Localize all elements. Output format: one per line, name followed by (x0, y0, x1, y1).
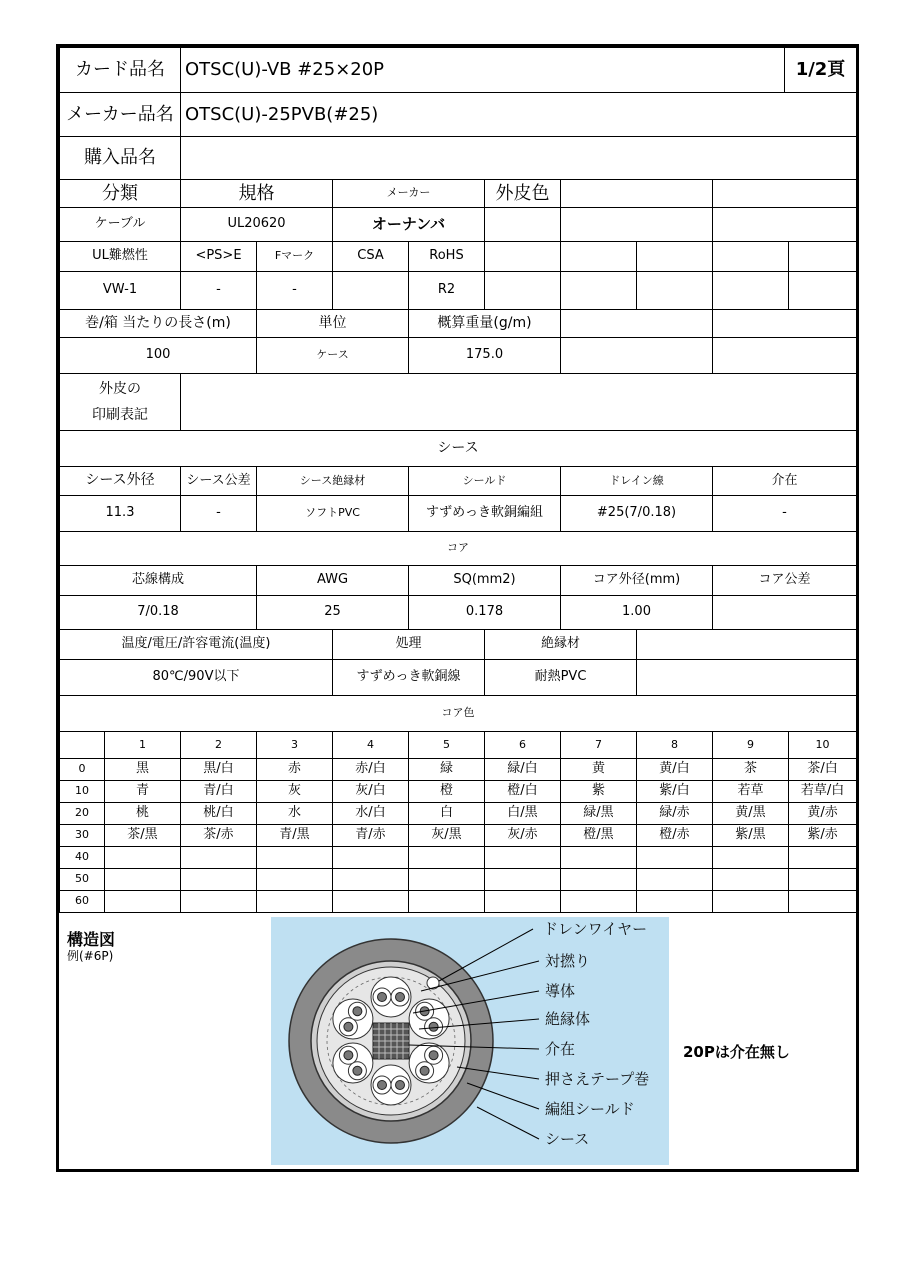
sheath-tolerance-value: - (181, 496, 257, 532)
temp-voltage-value: 80℃/90V以下 (60, 660, 333, 696)
blank-cell (713, 242, 789, 272)
treatment-value: すずめっき軟銅線 (333, 660, 485, 696)
color-column-header: 7 (561, 732, 637, 759)
maker-name-label: メーカー品名 (60, 93, 181, 137)
color-cell: 青 (105, 781, 181, 803)
color-cell: 緑/赤 (637, 803, 713, 825)
blank-cell (713, 180, 857, 208)
color-cell: 黒 (105, 759, 181, 781)
callout-filler: 介在 (545, 1040, 576, 1058)
color-cell: 桃 (105, 803, 181, 825)
temp-voltage-label: 温度/電圧/許容電流(温度) (60, 630, 333, 660)
color-cell (257, 847, 333, 869)
structure-diagram-area (59, 913, 856, 1169)
filler-label: 介在 (713, 467, 857, 496)
wire-conductor (396, 1081, 405, 1090)
weight-value: 175.0 (409, 338, 561, 374)
sheath-section-title: シース (60, 431, 857, 467)
color-cell (181, 891, 257, 913)
wire-conductor (344, 1022, 353, 1031)
insulation-value: 耐熱PVC (485, 660, 637, 696)
awg-label: AWG (257, 566, 409, 596)
length-value: 100 (60, 338, 257, 374)
f-mark-label: Fマーク (257, 242, 333, 272)
standard-label: 規格 (181, 180, 333, 208)
color-cell (637, 891, 713, 913)
structure-title: 構造図 (67, 930, 116, 949)
no-filler-note: 20Pは介在無し (683, 1043, 790, 1061)
color-column-header: 3 (257, 732, 333, 759)
spec-sheet (56, 44, 859, 1172)
csa-label: CSA (333, 242, 409, 272)
print-value (181, 374, 857, 431)
color-cell: 茶 (713, 759, 789, 781)
callout-twisted-pair: 対撚り (545, 952, 591, 970)
wire-conductor (378, 993, 387, 1002)
core-color-section-title: コア色 (60, 696, 857, 732)
classification-table (59, 179, 857, 242)
color-cell: 緑 (409, 759, 485, 781)
color-cell (257, 869, 333, 891)
drain-wire-label: ドレイン線 (561, 467, 713, 496)
color-table-row (60, 825, 857, 847)
color-row-label: 0 (60, 759, 105, 781)
color-cell (485, 891, 561, 913)
rohs-label: RoHS (409, 242, 485, 272)
color-cell: 橙/白 (485, 781, 561, 803)
awg-value: 25 (257, 596, 409, 630)
blank-cell (637, 242, 713, 272)
callout-braid-shield: 編組シールド (545, 1100, 635, 1118)
callout-drain-wire: ドレンワイヤー (543, 920, 648, 938)
color-row-label: 60 (60, 891, 105, 913)
wire-conductor (396, 993, 405, 1002)
unit-label: 単位 (257, 310, 409, 338)
unit-value: ケース (257, 338, 409, 374)
color-column-header: 6 (485, 732, 561, 759)
color-cell (485, 869, 561, 891)
sq-label: SQ(mm2) (409, 566, 561, 596)
blank-cell (485, 272, 561, 310)
weight-label: 概算重量(g/m) (409, 310, 561, 338)
core-color-table (59, 695, 857, 913)
color-row-label: 20 (60, 803, 105, 825)
maker-value: オーナンバ (333, 208, 485, 242)
conductor-construction-label: 芯線構成 (60, 566, 257, 596)
sheath-tolerance-label: シース公差 (181, 467, 257, 496)
color-cell (637, 847, 713, 869)
card-name-value: OTSC(U)-VB #25×20P (181, 48, 785, 93)
cable-cross-section-diagram (271, 917, 669, 1165)
color-column-header: 2 (181, 732, 257, 759)
color-cell (561, 869, 637, 891)
ul-flame-label: UL難燃性 (60, 242, 181, 272)
color-cell: 白/黒 (485, 803, 561, 825)
filler-value: - (713, 496, 857, 532)
color-cell: 茶/赤 (181, 825, 257, 847)
color-cell (561, 847, 637, 869)
color-column-header: 1 (105, 732, 181, 759)
color-table-row (60, 891, 857, 913)
color-column-header: 10 (789, 732, 857, 759)
color-column-header: 5 (409, 732, 485, 759)
treatment-label: 処理 (333, 630, 485, 660)
category-label: 分類 (60, 180, 181, 208)
sheath-od-label: シース外径 (60, 467, 181, 496)
color-cell: 若草 (713, 781, 789, 803)
color-cell: 紫/白 (637, 781, 713, 803)
color-cell: 黄/黒 (713, 803, 789, 825)
sheath-table (59, 430, 857, 532)
blank-cell (789, 272, 857, 310)
wire-conductor (420, 1066, 429, 1075)
color-cell: 橙 (409, 781, 485, 803)
wire-conductor (353, 1007, 362, 1016)
color-cell (637, 869, 713, 891)
pse-label: <PS>E (181, 242, 257, 272)
pse-value: - (181, 272, 257, 310)
blank-cell (561, 310, 713, 338)
color-cell (181, 869, 257, 891)
color-cell: 桃/白 (181, 803, 257, 825)
blank-cell (713, 310, 857, 338)
color-row-label: 10 (60, 781, 105, 803)
blank-cell (713, 338, 857, 374)
rohs-value: R2 (409, 272, 485, 310)
print-table (59, 373, 857, 431)
core-tolerance-label: コア公差 (713, 566, 857, 596)
color-cell: 灰/赤 (485, 825, 561, 847)
blank-cell (561, 338, 713, 374)
blank-cell (637, 630, 857, 660)
blank-cell (637, 272, 713, 310)
color-cell: 灰 (257, 781, 333, 803)
ul-table (59, 241, 857, 310)
blank-cell (561, 208, 713, 242)
core-section-title: コア (60, 532, 857, 566)
color-cell: 橙/赤 (637, 825, 713, 847)
color-cell (485, 847, 561, 869)
color-cell: 赤/白 (333, 759, 409, 781)
color-cell: 若草/白 (789, 781, 857, 803)
color-cell: 紫/赤 (789, 825, 857, 847)
purchase-name-value (181, 137, 857, 180)
sheath-insulation-value: ソフトPVC (257, 496, 409, 532)
color-cell (713, 869, 789, 891)
color-cell: 黄 (561, 759, 637, 781)
color-cell: 茶/白 (789, 759, 857, 781)
category-value: ケーブル (60, 208, 181, 242)
color-cell (333, 847, 409, 869)
color-cell: 緑/黒 (561, 803, 637, 825)
structure-example: 例(#6P) (67, 949, 114, 963)
f-mark-value: - (257, 272, 333, 310)
sheath-od-value: 11.3 (60, 496, 181, 532)
blank-cell (561, 180, 713, 208)
color-cell (105, 891, 181, 913)
csa-value (333, 272, 409, 310)
blank-cell (561, 272, 637, 310)
wire-conductor (378, 1081, 387, 1090)
sheath-insulation-label: シース絶縁材 (257, 467, 409, 496)
color-cell (257, 891, 333, 913)
color-row-label: 40 (60, 847, 105, 869)
color-cell: 青/黒 (257, 825, 333, 847)
color-table-row (60, 781, 857, 803)
color-cell: 黄/白 (637, 759, 713, 781)
color-cell (409, 847, 485, 869)
color-row-label: 50 (60, 869, 105, 891)
cable-cross-section-svg (271, 917, 669, 1165)
core-od-value: 1.00 (561, 596, 713, 630)
temperature-table (59, 629, 857, 696)
shield-value: すずめっき軟銅編組 (409, 496, 561, 532)
color-cell: 水 (257, 803, 333, 825)
wire-conductor (429, 1022, 438, 1031)
color-cell (333, 869, 409, 891)
color-cell: 赤 (257, 759, 333, 781)
color-cell (561, 891, 637, 913)
color-cell: 灰/黒 (409, 825, 485, 847)
color-cell: 灰/白 (333, 781, 409, 803)
jacket-color-label: 外皮色 (485, 180, 561, 208)
color-cell: 黒/白 (181, 759, 257, 781)
color-cell (105, 869, 181, 891)
blank-cell (485, 242, 561, 272)
wire-conductor (344, 1051, 353, 1060)
color-cell: 緑/白 (485, 759, 561, 781)
blank-cell (713, 208, 857, 242)
wire-conductor (429, 1051, 438, 1060)
color-cell (789, 891, 857, 913)
callout-sheath: シース (545, 1130, 590, 1148)
shield-label: シールド (409, 467, 561, 496)
maker-label: メーカー (333, 180, 485, 208)
header-table (59, 47, 857, 180)
blank-cell (637, 660, 857, 696)
sq-value: 0.178 (409, 596, 561, 630)
core-tolerance-value (713, 596, 857, 630)
standard-value: UL20620 (181, 208, 333, 242)
color-cell (713, 847, 789, 869)
color-corner-cell (60, 732, 105, 759)
color-cell: 白 (409, 803, 485, 825)
color-column-header: 9 (713, 732, 789, 759)
color-cell (333, 891, 409, 913)
color-cell (789, 847, 857, 869)
card-name-label: カード品名 (60, 48, 181, 93)
print-label-line2: 印刷表記 (92, 407, 148, 423)
maker-name-value: OTSC(U)-25PVB(#25) (181, 93, 857, 137)
conductor-construction-value: 7/0.18 (60, 596, 257, 630)
drain-wire-value: #25(7/0.18) (561, 496, 713, 532)
color-cell (409, 869, 485, 891)
color-table-row (60, 803, 857, 825)
color-column-header: 8 (637, 732, 713, 759)
color-cell (789, 869, 857, 891)
page-number: 1/2頁 (785, 48, 857, 93)
print-label (60, 374, 181, 431)
print-label-line1: 外皮の (99, 381, 141, 397)
color-cell: 黄/赤 (789, 803, 857, 825)
color-row-label: 30 (60, 825, 105, 847)
core-table (59, 531, 857, 630)
callout-conductor: 導体 (545, 982, 576, 1000)
core-od-label: コア外径(mm) (561, 566, 713, 596)
purchase-name-label: 購入品名 (60, 137, 181, 180)
color-table-row (60, 869, 857, 891)
color-table-row (60, 847, 857, 869)
color-cell (409, 891, 485, 913)
color-cell (713, 891, 789, 913)
color-cell: 橙/黒 (561, 825, 637, 847)
color-cell: 青/赤 (333, 825, 409, 847)
color-table-row (60, 759, 857, 781)
callout-insulation: 絶縁体 (545, 1010, 591, 1028)
length-label: 巻/箱 当たりの長さ(m) (60, 310, 257, 338)
color-cell: 青/白 (181, 781, 257, 803)
length-table (59, 309, 857, 374)
callout-tape-wrap: 押さえテープ巻 (545, 1070, 650, 1088)
color-cell (105, 847, 181, 869)
color-cell: 紫 (561, 781, 637, 803)
color-cell (181, 847, 257, 869)
color-cell: 茶/黒 (105, 825, 181, 847)
wire-conductor (353, 1066, 362, 1075)
blank-cell (561, 242, 637, 272)
blank-cell (713, 272, 789, 310)
jacket-color-value (485, 208, 561, 242)
color-cell: 紫/黒 (713, 825, 789, 847)
color-column-header: 4 (333, 732, 409, 759)
blank-cell (789, 242, 857, 272)
ul-flame-value: VW-1 (60, 272, 181, 310)
color-cell: 水/白 (333, 803, 409, 825)
insulation-label: 絶縁材 (485, 630, 637, 660)
